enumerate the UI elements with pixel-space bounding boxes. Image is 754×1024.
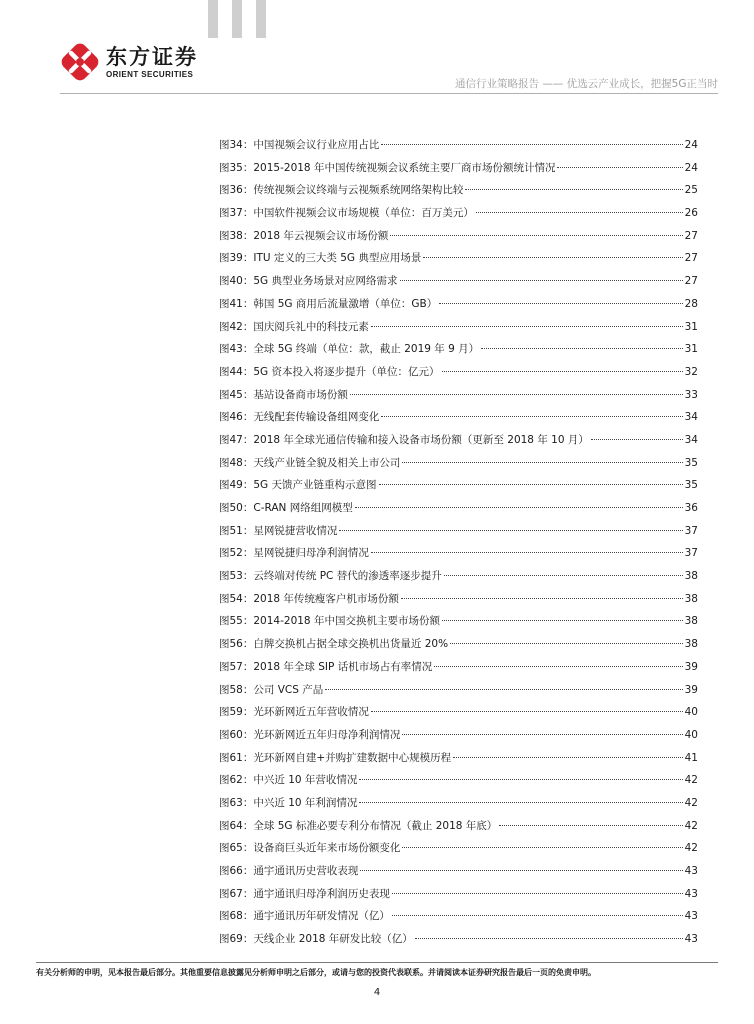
toc-figure-label: 图51： xyxy=(219,524,254,537)
top-decoration-bar xyxy=(0,0,754,38)
toc-entry[interactable] xyxy=(219,433,698,456)
toc-entry[interactable] xyxy=(219,524,698,547)
toc-entry[interactable] xyxy=(219,637,698,660)
toc-entry[interactable] xyxy=(219,683,698,706)
toc-page-number: 27 xyxy=(684,275,698,288)
toc-dot-leader xyxy=(415,938,683,939)
toc-page-number: 27 xyxy=(684,252,698,265)
toc-page-number: 36 xyxy=(684,502,698,514)
toc-figure-label: 图47： xyxy=(219,433,254,446)
toc-dot-leader xyxy=(591,439,683,440)
toc-dot-leader xyxy=(350,394,683,395)
toc-page-number: 31 xyxy=(684,343,698,356)
toc-dot-leader xyxy=(423,257,682,258)
toc-figure-label: 图61： xyxy=(219,751,254,764)
toc-figure-label: 图64： xyxy=(219,819,254,832)
toc-figure-label: 图42： xyxy=(219,320,254,333)
toc-figure-title: 星网锐捷营收情况 xyxy=(253,524,338,537)
toc-dot-leader xyxy=(359,802,682,803)
toc-figure-title: 基站设备商市场份额 xyxy=(253,388,348,401)
toc-figure-label: 图41： xyxy=(219,297,254,310)
toc-entry[interactable] xyxy=(219,206,698,229)
toc-dot-leader xyxy=(339,530,682,531)
toc-figure-title: 全球 5G 标准必要专利分布情况（截止 2018 年底） xyxy=(253,819,498,832)
toc-dot-leader xyxy=(476,212,683,213)
toc-entry[interactable] xyxy=(219,660,698,683)
toc-page-number: 40 xyxy=(684,706,698,719)
toc-page-number: 33 xyxy=(684,388,698,401)
toc-dot-leader xyxy=(379,484,683,485)
toc-figure-label: 图69： xyxy=(219,933,254,946)
toc-figure-title: 天线产业链全貌及相关上市公司 xyxy=(253,456,401,469)
toc-figure-label: 图48： xyxy=(219,456,254,469)
toc-entry[interactable] xyxy=(219,932,698,955)
footer-divider xyxy=(36,962,718,963)
toc-entry[interactable] xyxy=(219,410,698,433)
decoration-stripe xyxy=(208,0,218,38)
toc-figure-title: 天线企业 2018 年研发比较（亿） xyxy=(253,933,413,946)
toc-figure-label: 图36： xyxy=(219,184,254,197)
toc-figure-title: 5G 典型业务场景对应网络需求 xyxy=(253,275,398,288)
toc-dot-leader xyxy=(392,893,683,894)
toc-figure-label: 图37： xyxy=(219,207,254,220)
toc-figure-title: 5G 资本投入将逐步提升（单位：亿元） xyxy=(253,365,440,378)
toc-dot-leader xyxy=(439,303,682,304)
toc-page-number: 28 xyxy=(684,297,698,310)
toc-dot-leader xyxy=(371,711,683,712)
toc-page-number: 39 xyxy=(684,683,698,696)
decoration-stripe xyxy=(232,0,242,38)
toc-dot-leader xyxy=(465,189,682,190)
toc-figure-label: 图67： xyxy=(219,887,254,900)
toc-page-number: 42 xyxy=(684,819,698,832)
toc-figure-title: 2018 年全球光通信传输和接入设备市场份额（更新至 2018 年 10 月） xyxy=(253,433,589,446)
toc-dot-leader xyxy=(444,575,683,576)
toc-entry[interactable] xyxy=(219,320,698,343)
toc-entry[interactable] xyxy=(219,138,698,161)
toc-page-number: 34 xyxy=(684,411,698,424)
toc-figure-label: 图66： xyxy=(219,865,254,877)
toc-figure-title: 通宇通讯归母净利润历史表现 xyxy=(253,887,390,900)
toc-page-number: 25 xyxy=(684,184,698,197)
company-logo xyxy=(60,42,198,82)
toc-figure-label: 图57： xyxy=(219,660,254,673)
toc-figure-title: 光环新网近五年营收情况 xyxy=(253,706,369,719)
toc-dot-leader xyxy=(481,348,683,349)
toc-entry[interactable] xyxy=(219,751,698,774)
toc-entry[interactable] xyxy=(219,864,698,887)
toc-dot-leader xyxy=(359,779,682,780)
toc-page-number: 34 xyxy=(684,433,698,446)
toc-dot-leader xyxy=(401,598,683,599)
toc-entry[interactable] xyxy=(219,887,698,910)
toc-figure-title: 通宇通讯历史营收表现 xyxy=(253,865,359,877)
toc-figure-title: 中国软件视频会议市场规模（单位：百万美元） xyxy=(253,207,474,220)
toc-page-number: 26 xyxy=(684,207,698,220)
toc-entry[interactable] xyxy=(219,796,698,819)
toc-page-number: 24 xyxy=(684,139,698,151)
toc-page-number: 43 xyxy=(684,887,698,900)
toc-figure-title: 2018 年传统瘦客户机市场份额 xyxy=(253,592,399,605)
toc-page-number: 43 xyxy=(684,910,698,923)
toc-page-number: 42 xyxy=(684,796,698,809)
toc-entry[interactable] xyxy=(219,297,698,320)
toc-figure-title: 中兴近 10 年营收情况 xyxy=(253,774,358,787)
toc-dot-leader xyxy=(392,915,683,916)
toc-figure-label: 图55： xyxy=(219,615,254,628)
toc-figure-title: 光环新网近五年归母净利润情况 xyxy=(253,728,401,741)
toc-figure-label: 图52： xyxy=(219,547,254,560)
toc-figure-title: 传统视频会议终端与云视频系统网络架构比较 xyxy=(253,184,464,197)
header-divider xyxy=(60,93,718,94)
toc-figure-title: 中兴近 10 年利润情况 xyxy=(253,796,358,809)
toc-figure-label: 图38： xyxy=(219,229,254,242)
toc-dot-leader xyxy=(381,144,682,145)
toc-entry[interactable] xyxy=(219,251,698,274)
toc-entry[interactable] xyxy=(219,728,698,751)
toc-entry[interactable] xyxy=(219,773,698,796)
toc-dot-leader xyxy=(557,167,682,168)
toc-entry[interactable] xyxy=(219,546,698,569)
toc-page-number: 27 xyxy=(684,229,698,242)
toc-entry[interactable] xyxy=(219,501,698,524)
toc-dot-leader xyxy=(325,689,682,690)
toc-figure-label: 图68： xyxy=(219,910,254,923)
toc-dot-leader xyxy=(442,371,683,372)
toc-entry[interactable] xyxy=(219,592,698,615)
toc-dot-leader xyxy=(371,326,683,327)
toc-entry[interactable] xyxy=(219,478,698,501)
toc-page-number: 43 xyxy=(684,933,698,946)
toc-figure-title: 星网锐捷归母净利润情况 xyxy=(253,547,369,560)
toc-figure-label: 图44： xyxy=(219,365,254,378)
toc-figure-title: 公司 VCS 产品 xyxy=(253,683,324,696)
toc-page-number: 32 xyxy=(684,365,698,378)
toc-dot-leader xyxy=(400,280,683,281)
toc-page-number: 31 xyxy=(684,320,698,333)
toc-figure-label: 图50： xyxy=(219,502,254,514)
toc-dot-leader xyxy=(381,416,682,417)
toc-entry[interactable] xyxy=(219,909,698,932)
toc-entry[interactable] xyxy=(219,456,698,479)
toc-dot-leader xyxy=(371,552,683,553)
toc-page-number: 38 xyxy=(684,615,698,628)
footer-disclaimer: 有关分析师的申明，见本报告最后部分。其他重要信息披露见分析师申明之后部分，或请与您的投资代表联系。并请阅读本证券研究报告最后一页的免责申明。 xyxy=(36,968,596,977)
toc-figure-title: 2014-2018 年中国交换机主要市场份额 xyxy=(253,615,440,628)
toc-page-number: 43 xyxy=(684,865,698,877)
toc-figure-label: 图49： xyxy=(219,479,254,492)
toc-entry[interactable] xyxy=(219,841,698,864)
toc-figure-label: 图53： xyxy=(219,570,254,583)
toc-figure-title: C-RAN 网络组网模型 xyxy=(253,502,353,514)
toc-entry[interactable] xyxy=(219,161,698,184)
toc-figure-title: 2018 年全球 SIP 话机市场占有率情况 xyxy=(253,660,433,673)
toc-figure-title: 无线配套传输设备组网变化 xyxy=(253,411,380,424)
toc-page-number: 35 xyxy=(684,456,698,469)
toc-figure-title: 国庆阅兵礼中的科技元素 xyxy=(253,320,369,333)
toc-page-number: 38 xyxy=(684,570,698,583)
toc-entry[interactable] xyxy=(219,342,698,365)
toc-figure-title: 2018 年云视频会议市场份额 xyxy=(253,229,389,242)
toc-figure-label: 图54： xyxy=(219,592,254,605)
toc-page-number: 41 xyxy=(684,751,698,764)
toc-figure-title: 5G 天馈产业链重构示意图 xyxy=(253,479,377,492)
toc-figure-label: 图63： xyxy=(219,796,254,809)
toc-entry[interactable] xyxy=(219,614,698,637)
toc-figure-label: 图56： xyxy=(219,638,254,651)
toc-entry[interactable] xyxy=(219,819,698,842)
toc-figure-title: 2015-2018 年中国传统视频会议系统主要厂商市场份额统计情况 xyxy=(253,161,556,174)
toc-entry[interactable] xyxy=(219,705,698,728)
toc-entry[interactable] xyxy=(219,274,698,297)
toc-dot-leader xyxy=(499,825,682,826)
page-number: 4 xyxy=(373,987,381,998)
toc-entry[interactable] xyxy=(219,365,698,388)
toc-page-number: 39 xyxy=(684,660,698,673)
toc-figure-title: 中国视频会议行业应用占比 xyxy=(253,139,380,151)
report-title: 通信行业策略报告 —— 优选云产业成长，把握5G正当时 xyxy=(455,78,718,90)
toc-page-number: 42 xyxy=(684,774,698,787)
toc-figure-label: 图35： xyxy=(219,161,254,174)
toc-dot-leader xyxy=(360,870,682,871)
toc-dot-leader xyxy=(442,620,683,621)
toc-figure-label: 图62： xyxy=(219,774,254,787)
figure-index-list xyxy=(219,138,698,955)
toc-figure-label: 图40： xyxy=(219,275,254,288)
toc-dot-leader xyxy=(355,507,683,508)
toc-dot-leader xyxy=(390,235,682,236)
toc-figure-label: 图46： xyxy=(219,411,254,424)
toc-figure-title: 设备商巨头近年来市场份额变化 xyxy=(253,842,401,855)
toc-figure-label: 图60： xyxy=(219,728,254,741)
toc-figure-title: 云终端对传统 PC 替代的渗透率逐步提升 xyxy=(253,570,442,583)
toc-figure-title: 全球 5G 终端（单位：款，截止 2019 年 9 月） xyxy=(253,343,480,356)
toc-figure-label: 图65： xyxy=(219,842,254,855)
toc-page-number: 38 xyxy=(684,592,698,605)
toc-dot-leader xyxy=(453,757,682,758)
toc-figure-label: 图59： xyxy=(219,706,254,719)
toc-page-number: 35 xyxy=(684,479,698,492)
toc-figure-label: 图34： xyxy=(219,139,254,151)
toc-figure-label: 图45： xyxy=(219,388,254,401)
toc-entry[interactable] xyxy=(219,569,698,592)
orient-logo-icon xyxy=(60,42,100,82)
toc-dot-leader xyxy=(450,643,683,644)
toc-figure-title: 通宇通讯历年研发情况（亿） xyxy=(253,910,390,923)
toc-dot-leader xyxy=(434,666,682,667)
toc-figure-label: 图43： xyxy=(219,343,254,356)
toc-figure-label: 图58： xyxy=(219,683,254,696)
toc-page-number: 37 xyxy=(684,547,698,560)
toc-entry[interactable] xyxy=(219,388,698,411)
toc-figure-title: 白牌交换机占据全球交换机出货量近 20% xyxy=(253,638,449,651)
logo-english-name: ORIENT SECURITIES xyxy=(106,69,194,79)
toc-entry[interactable] xyxy=(219,229,698,252)
toc-figure-title: ITU 定义的三大类 5G 典型应用场景 xyxy=(253,252,422,265)
toc-dot-leader xyxy=(402,734,682,735)
toc-page-number: 40 xyxy=(684,728,698,741)
toc-dot-leader xyxy=(402,462,682,463)
toc-page-number: 37 xyxy=(684,524,698,537)
decoration-stripe xyxy=(256,0,266,38)
toc-figure-title: 光环新网自建+并购扩建数据中心规模历程 xyxy=(253,751,452,764)
toc-page-number: 42 xyxy=(684,842,698,855)
logo-chinese-name: 东方证券 xyxy=(106,44,198,69)
toc-dot-leader xyxy=(402,847,682,848)
toc-entry[interactable] xyxy=(219,183,698,206)
toc-figure-title: 韩国 5G 商用后流量激增（单位：GB） xyxy=(253,297,438,310)
toc-figure-label: 图39： xyxy=(219,252,254,265)
toc-page-number: 38 xyxy=(684,638,698,651)
toc-page-number: 24 xyxy=(684,161,698,174)
